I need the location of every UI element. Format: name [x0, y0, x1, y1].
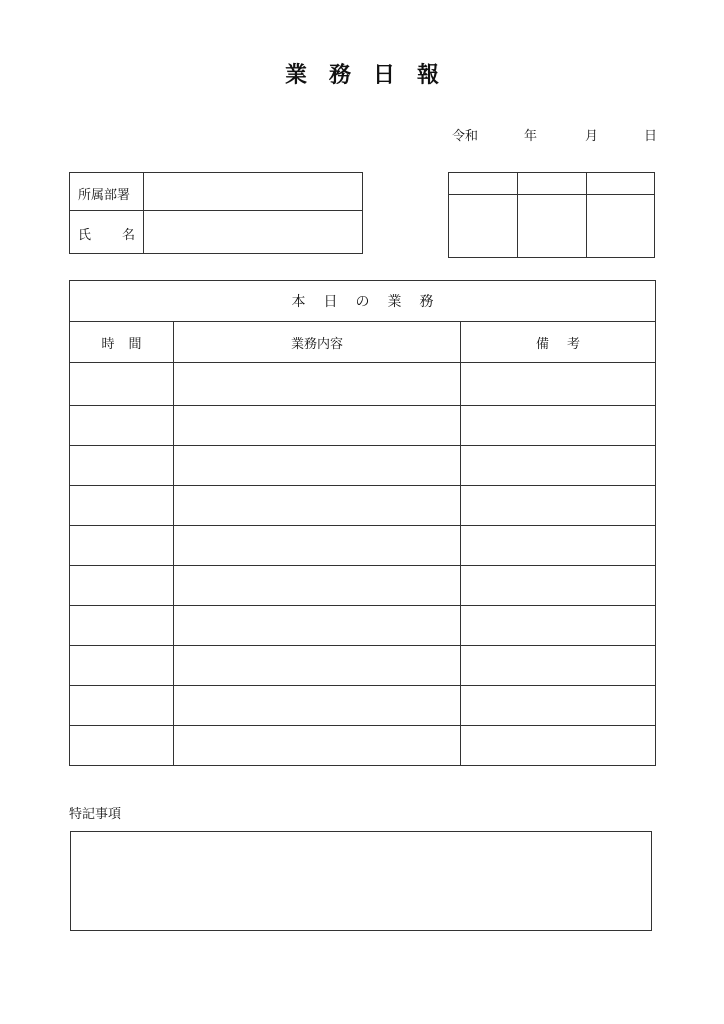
tasks-table: [69, 280, 656, 766]
notes-box[interactable]: [70, 831, 652, 931]
column-header-remarks: 備考: [535, 337, 598, 352]
date-era: 令和: [452, 129, 479, 144]
column-header-time: 時間: [101, 337, 156, 352]
table-row[interactable]: [70, 363, 655, 405]
name-field[interactable]: [144, 211, 362, 253]
date-year-label: 年: [524, 129, 538, 144]
table-row[interactable]: [70, 606, 655, 645]
name-label-second: 名: [122, 228, 136, 243]
info-box: [69, 172, 363, 254]
table-row[interactable]: [70, 726, 655, 765]
table-row[interactable]: [70, 526, 655, 565]
table-row[interactable]: [70, 686, 655, 725]
name-label-first: 氏: [78, 228, 92, 243]
stamp-cell[interactable]: [449, 195, 517, 257]
tasks-section-title: 本日の業務: [291, 294, 452, 310]
column-header-content: 業務内容: [290, 337, 343, 352]
table-row[interactable]: [70, 646, 655, 685]
table-row[interactable]: [70, 446, 655, 485]
date-day-label: 日: [644, 129, 658, 144]
notes-label: 特記事項: [69, 807, 122, 822]
approval-stamp-box: [448, 172, 655, 258]
department-field[interactable]: [144, 173, 362, 210]
department-label: 所属部署: [78, 188, 131, 203]
date-line: [452, 125, 656, 143]
stamp-cell[interactable]: [587, 195, 654, 257]
date-month-label: 月: [585, 129, 599, 144]
table-row[interactable]: [70, 486, 655, 525]
table-row[interactable]: [70, 566, 655, 605]
table-row[interactable]: [70, 406, 655, 445]
stamp-cell[interactable]: [518, 195, 586, 257]
page-title: 業務日報: [284, 63, 461, 88]
